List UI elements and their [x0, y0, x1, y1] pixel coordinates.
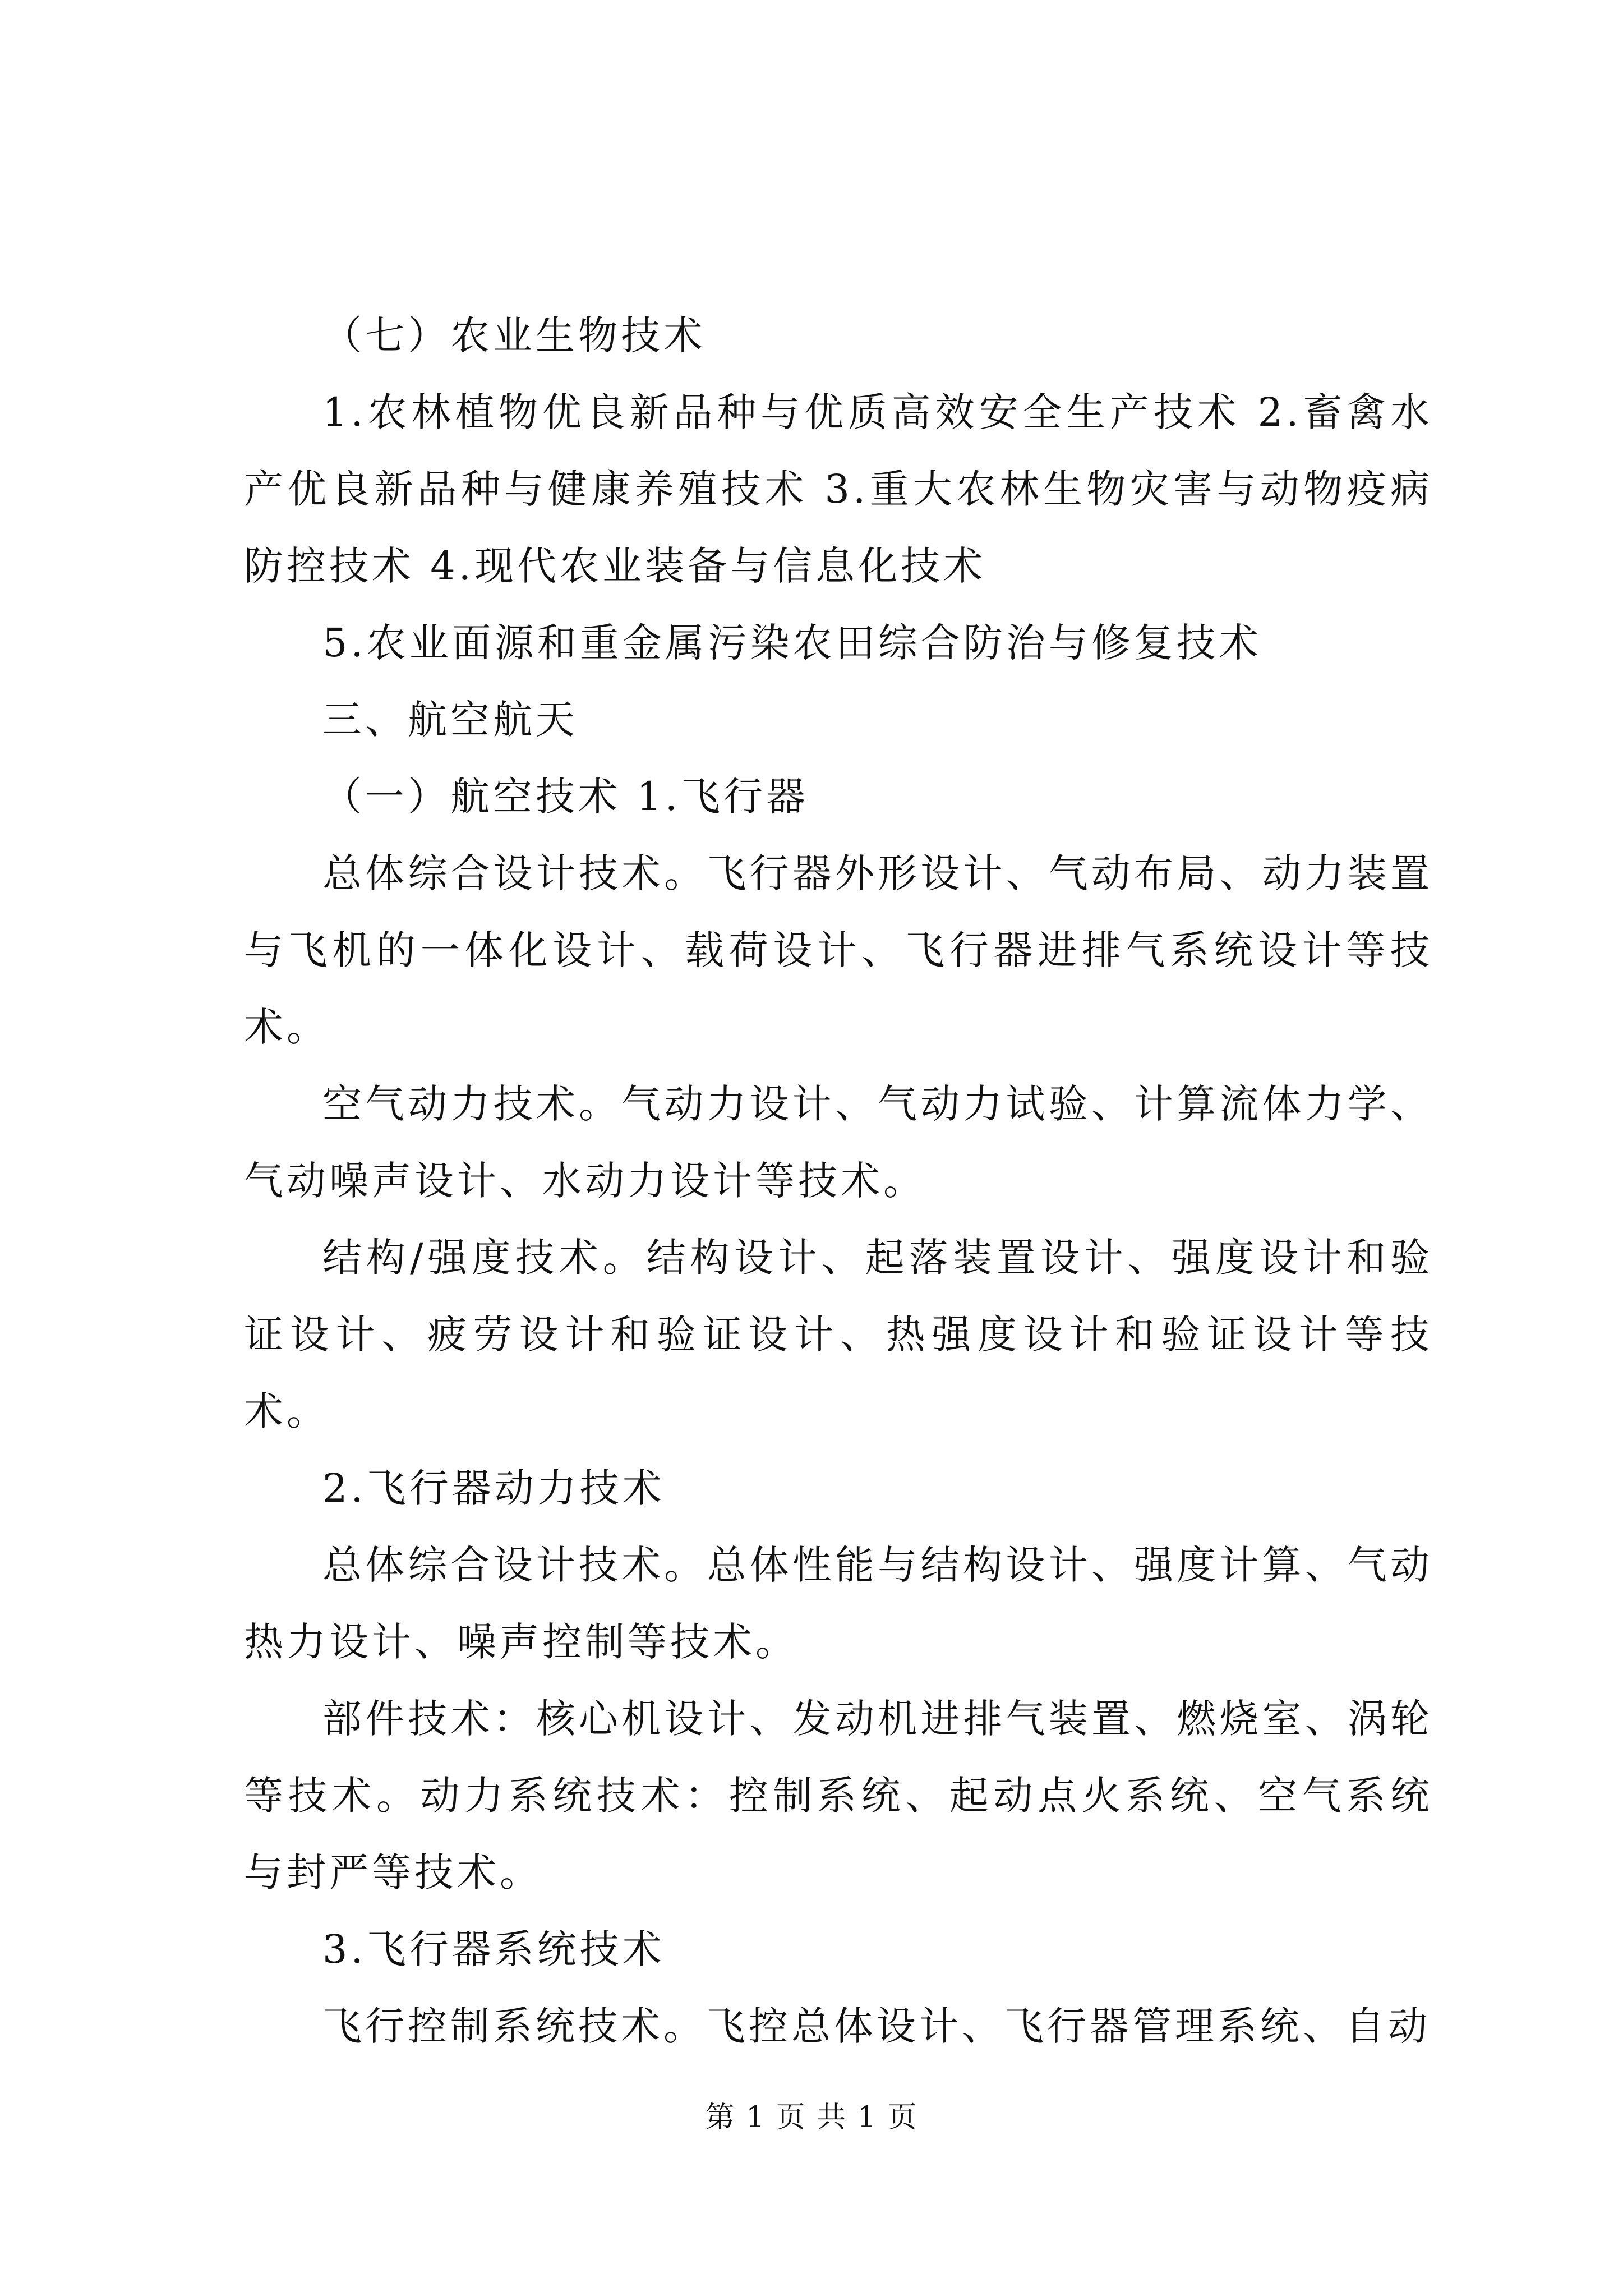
- paragraph: 空气动力技术。气动力设计、气动力试验、计算流体力学、气动噪声设计、水动力设计等技术。: [244, 1081, 1433, 1204]
- paragraph: 5.农业面源和重金属污染农田综合防治与修复技术: [322, 620, 1262, 666]
- document-body: [244, 297, 1433, 2065]
- paragraph: 总体综合设计技术。飞行器外形设计、气动布局、动力装置与飞机的一体化设计、载荷设计、飞行器进排气系统设计等技术。: [244, 850, 1433, 1050]
- paragraph: 部件技术：核心机设计、发动机进排气装置、燃烧室、涡轮等技术。动力系统技术：控制系统、起动点火系统、空气系统与封严等技术。: [244, 1696, 1433, 1895]
- section-heading: （一）航空技术 1.飞行器: [322, 774, 809, 820]
- page-footer: 第 1 页 共 1 页: [705, 2101, 918, 2134]
- subsection-heading: 3.飞行器系统技术: [322, 1926, 665, 1972]
- section-heading: （七）农业生物技术: [322, 312, 706, 358]
- paragraph: 结构/强度技术。结构设计、起落装置设计、强度设计和验证设计、疲劳设计和验证设计、热强度设计和验证设计等技术。: [244, 1235, 1433, 1434]
- paragraph: 1.农林植物优良新品种与优质高效安全生产技术 2.畜禽水产优良新品种与健康养殖技术 3.重大农林生物灾害与动物疫病防控技术 4.现代农业装备与信息化技术: [244, 389, 1433, 589]
- chapter-heading: 三、航空航天: [322, 697, 578, 743]
- subsection-heading: 2.飞行器动力技术: [322, 1465, 665, 1511]
- paragraph: 总体综合设计技术。总体性能与结构设计、强度计算、气动热力设计、噪声控制等技术。: [244, 1542, 1433, 1665]
- paragraph: 飞行控制系统技术。飞控总体设计、飞行器管理系统、自动: [322, 2003, 1431, 2049]
